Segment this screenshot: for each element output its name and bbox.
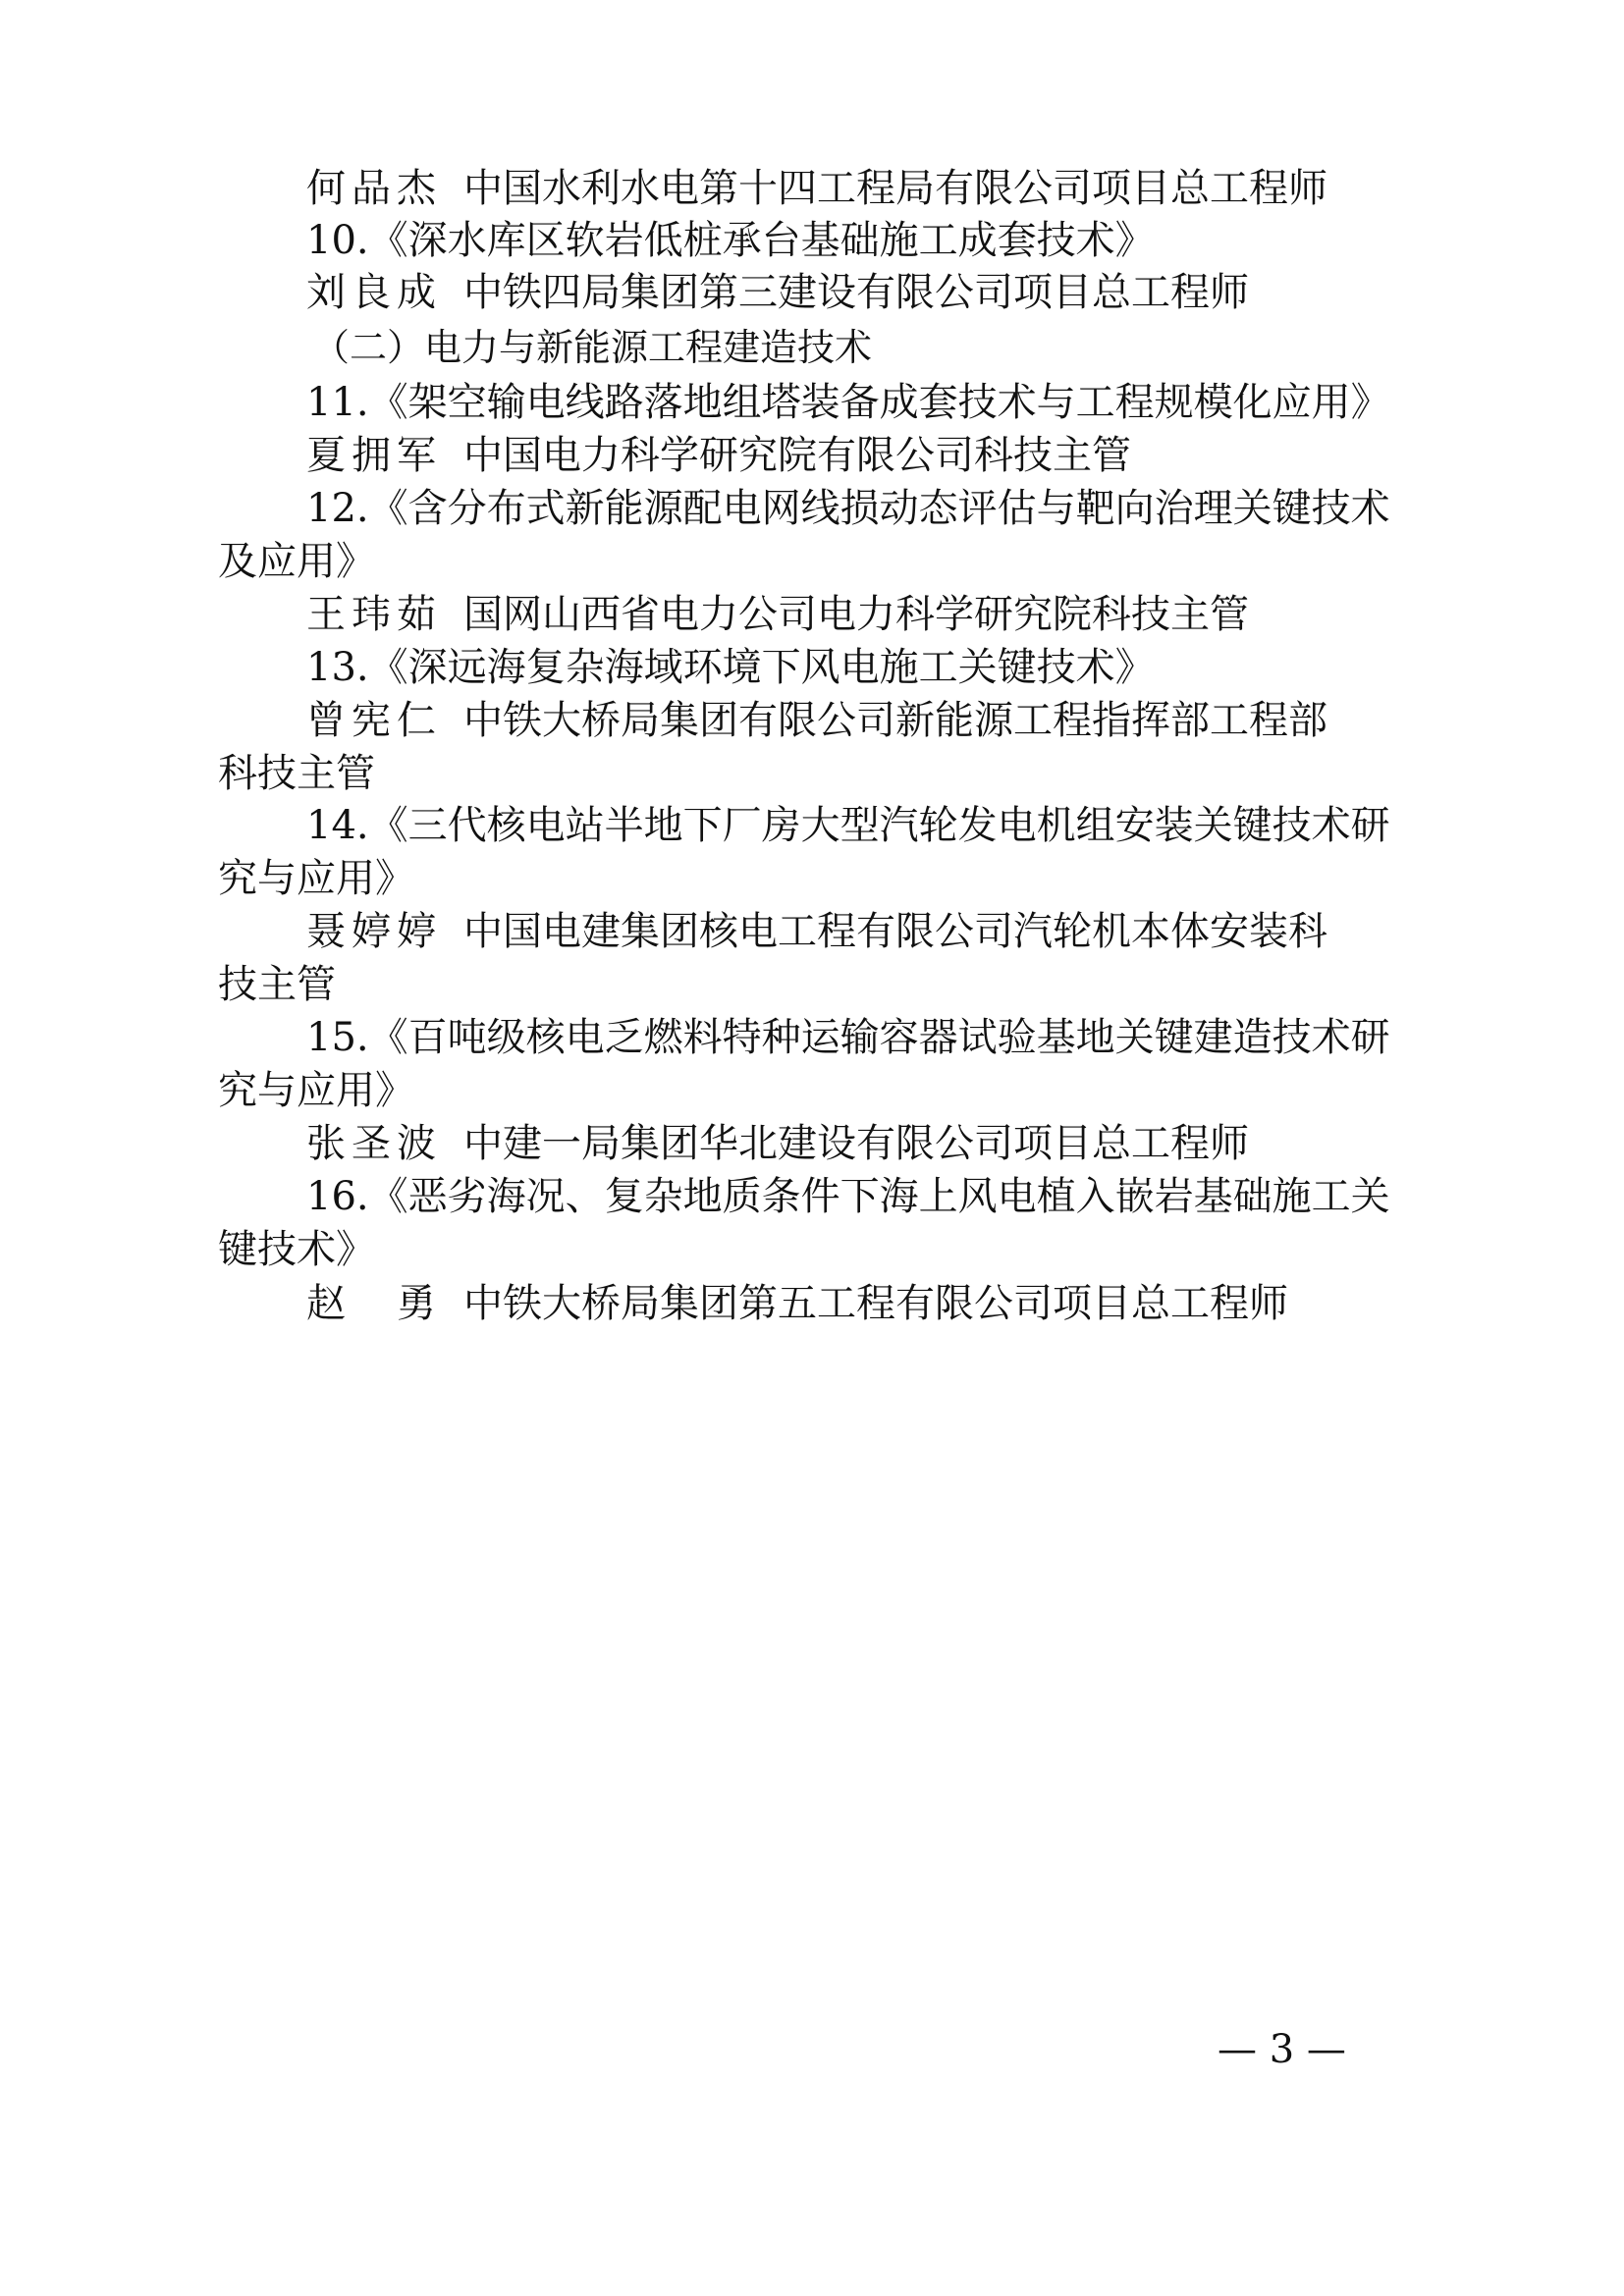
project-title: 16.《恶劣海况、复杂地质条件下海上风电植入嵌岩基础施工关 <box>306 1174 1390 1219</box>
nominee-title-continuation: 科技主管 <box>218 751 375 796</box>
nominee-organization-title: 中国水利水电第十四工程局有限公司项目总工程师 <box>463 166 1327 211</box>
nominee-line <box>218 1272 1406 1335</box>
section-heading: （二）电力与新能源工程建造技术 <box>312 326 873 369</box>
nominee-name: 张圣波 <box>306 1121 442 1166</box>
project-title: 12.《含分布式新能源配电网线损动态评估与靶向治理关键技术 <box>306 486 1390 531</box>
project-title-continuation: 究与应用》 <box>218 856 414 901</box>
nominee-organization-title: 中国电力科学研究院有限公司科技主管 <box>463 433 1131 478</box>
project-title: 10.《深水库区软岩低桩承台基础施工成套技术》 <box>306 218 1155 263</box>
nominee-organization-title: 中铁四局集团第三建设有限公司项目总工程师 <box>463 270 1249 315</box>
project-title-continuation: 究与应用》 <box>218 1068 414 1113</box>
project-title-continuation: 键技术》 <box>218 1227 375 1272</box>
nominee-organization-title: 中国电建集团核电工程有限公司汽轮机本体安装科 <box>463 909 1327 954</box>
nominee-organization-title: 国网山西省电力公司电力科学研究院科技主管 <box>463 592 1249 637</box>
nominee-title-continuation: 技主管 <box>218 962 336 1007</box>
nominee-organization-title: 中铁大桥局集团有限公司新能源工程指挥部工程部 <box>463 698 1327 743</box>
project-title-continuation: 及应用》 <box>218 539 375 584</box>
nominee-name: 何品杰 <box>306 166 442 211</box>
nominee-organization-title: 中铁大桥局集团第五工程有限公司项目总工程师 <box>463 1281 1288 1326</box>
nominee-name: 赵 勇 <box>306 1281 442 1326</box>
project-title: 13.《深远海复杂海域环境下风电施工关键技术》 <box>306 645 1155 690</box>
page-number: — 3 — <box>1218 2027 1346 2072</box>
nominee-name: 夏拥军 <box>306 433 442 478</box>
nominee-name: 聂婷婷 <box>306 909 442 954</box>
project-title: 15.《百吨级核电乏燃料特种运输容器试验基地关键建造技术研 <box>306 1015 1390 1060</box>
nominee-name: 王玮茹 <box>306 592 442 637</box>
nominee-organization-title: 中建一局集团华北建设有限公司项目总工程师 <box>463 1121 1249 1166</box>
project-title: 11.《架空输电线路落地组塔装备成套技术与工程规模化应用》 <box>306 380 1390 425</box>
nominee-line <box>218 261 1406 324</box>
project-title: 14.《三代核电站半地下厂房大型汽轮发电机组安装关键技术研 <box>306 803 1390 848</box>
nominee-name: 刘良成 <box>306 270 442 315</box>
nominee-name: 曾宪仁 <box>306 698 442 743</box>
